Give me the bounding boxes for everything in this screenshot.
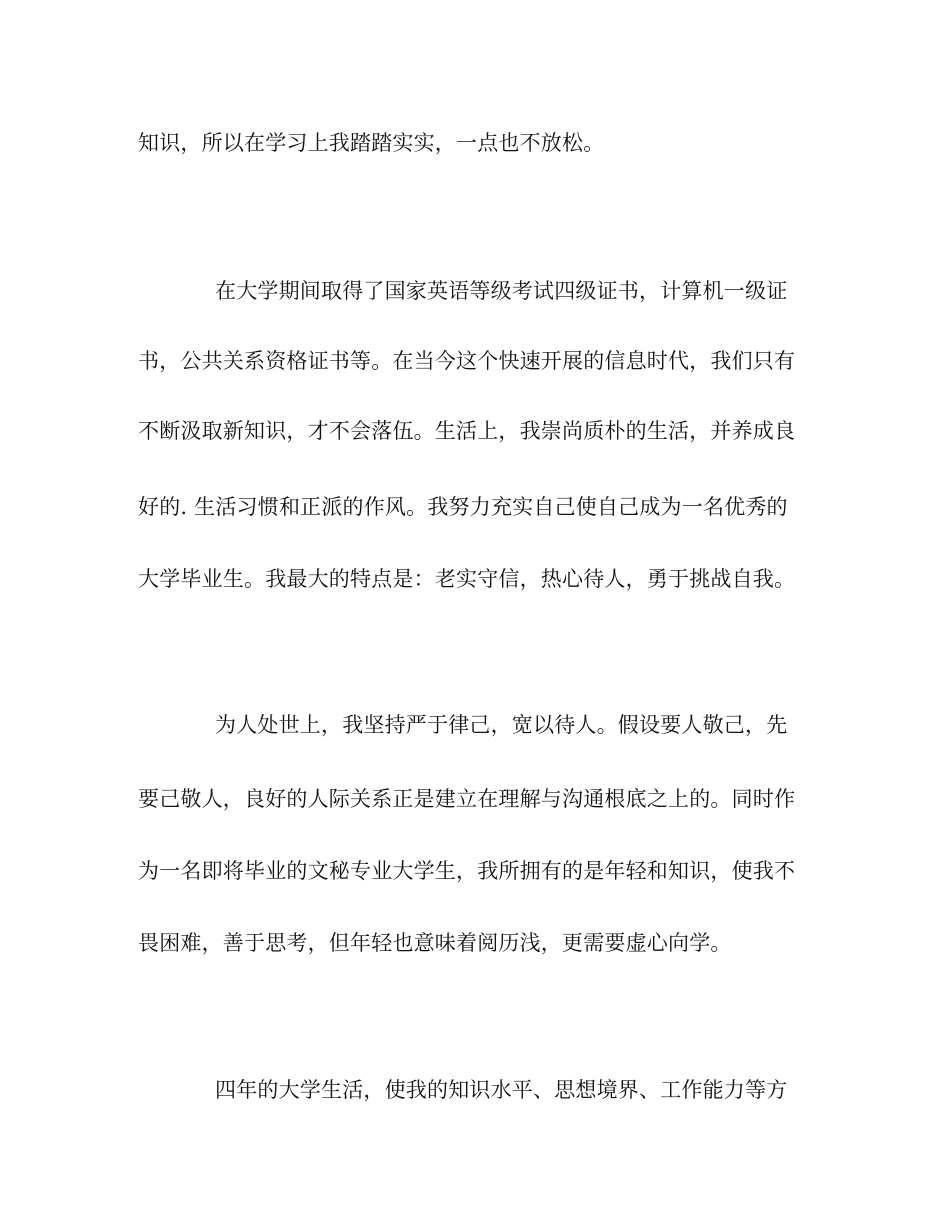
paragraph-2-line-1: 在大学期间取得了国家英语等级考试四级证书，计算机一级证: [215, 279, 788, 303]
paragraph-2-line-4: 好的. 生活习惯和正派的作风。我努力充实自己使自己成为一名优秀的: [138, 495, 788, 519]
paragraph-2-line-3: 不断汲取新知识，才不会落伍。生活上，我崇尚质朴的生活，并养成良: [138, 419, 796, 443]
paragraph-4-line-1: 四年的大学生活，使我的知识水平、思想境界、工作能力等方: [215, 1078, 788, 1102]
paragraph-2-line-5: 大学毕业生。我最大的特点是：老实守信，热心待人，勇于挑战自我。: [138, 567, 796, 591]
paragraph-3-line-4: 畏困难，善于思考，但年轻也意味着阅历浅，更需要虚心向学。: [138, 931, 732, 955]
paragraph-3-line-1: 为人处世上，我坚持严于律己，宽以待人。假设要人敬己，先: [215, 713, 788, 737]
paragraph-3-line-2: 要己敬人，良好的人际关系正是建立在理解与沟通根底之上的。同时作: [138, 787, 796, 811]
paragraph-1-line-1: 知识，所以在学习上我踏踏实实，一点也不放松。: [138, 131, 605, 155]
paragraph-3-line-3: 为一名即将毕业的文秘专业大学生，我所拥有的是年轻和知识，使我不: [138, 859, 796, 883]
paragraph-2-line-2: 书，公共关系资格证书等。在当今这个快速开展的信息时代，我们只有: [138, 349, 796, 373]
